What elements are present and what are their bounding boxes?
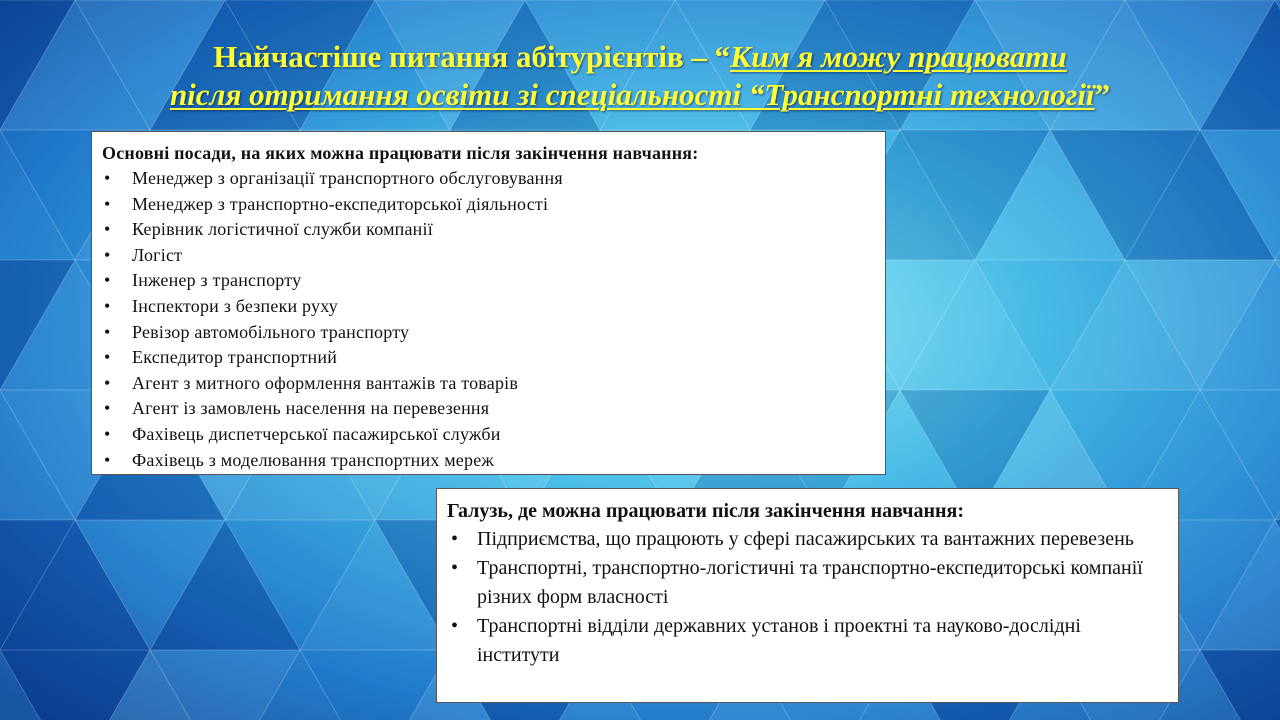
- position-text: Логіст: [132, 244, 183, 265]
- title-line-1: [0, 38, 1280, 76]
- list-item: [102, 320, 875, 346]
- bullet: •: [451, 557, 459, 579]
- list-item: [102, 371, 875, 397]
- position-text: Експедитор транспортний: [132, 347, 338, 368]
- list-item: [102, 448, 875, 474]
- industry-text: Підприємства, що працюють у сфері пасажирських та вантажних перевезень: [477, 528, 1134, 550]
- slide-title: [0, 38, 1280, 114]
- bullet: •: [451, 615, 459, 637]
- position-text: Менеджер з організації транспортного обслуговування: [132, 168, 563, 188]
- position-text: Менеджер з транспортно-експедиторської діяльності: [132, 193, 549, 214]
- bullet: •: [451, 528, 459, 550]
- bullet: •: [104, 449, 111, 470]
- bullet: •: [104, 193, 111, 214]
- positions-box: [91, 131, 886, 475]
- position-text: Фахівець диспетчерської пасажирської служби: [132, 423, 501, 444]
- title-closing-quote: ”: [1094, 77, 1111, 112]
- bullet: •: [104, 244, 111, 265]
- list-item: [102, 345, 875, 371]
- position-text: Інспектори з безпеки руху: [132, 295, 338, 316]
- position-text: Агент із замовлень населення на перевезення: [132, 398, 490, 419]
- bullet: •: [104, 168, 111, 188]
- bullet: •: [104, 347, 111, 368]
- position-text: Фахівець з моделювання транспортних мереж: [132, 449, 495, 470]
- list-item: [447, 612, 1168, 670]
- list-item: [447, 525, 1168, 554]
- list-item: [102, 192, 875, 218]
- title-question-part2: після отримання освіти зі спеціальності “Транспортні технології: [169, 77, 1095, 112]
- title-line-2: [0, 76, 1280, 114]
- list-item: [102, 243, 875, 269]
- list-item: [102, 166, 875, 192]
- bullet: •: [104, 321, 111, 342]
- positions-list: [102, 166, 875, 473]
- industries-list: [447, 525, 1168, 670]
- bullet: •: [104, 423, 111, 444]
- bullet: •: [104, 295, 111, 316]
- position-text: Інженер з транспорту: [132, 270, 302, 291]
- positions-heading: Основні посади, на яких можна працювати після закінчення навчання:: [102, 143, 699, 163]
- list-item: [102, 268, 875, 294]
- industries-box: [436, 488, 1179, 703]
- list-item: [102, 217, 875, 243]
- list-item: [102, 294, 875, 320]
- industries-heading: Галузь, де можна працювати після закінчення навчання:: [447, 500, 964, 522]
- industry-text: Транспортні відділи державних установ і проектні та науково-дослідні інститути: [477, 615, 1081, 666]
- bullet: •: [104, 270, 111, 291]
- position-text: Ревізор автомобільного транспорту: [132, 321, 410, 342]
- bullet: •: [104, 372, 111, 393]
- list-item: [447, 554, 1168, 612]
- bullet: •: [104, 398, 111, 419]
- title-prefix: Найчастіше питання абітурієнтів – “: [213, 39, 731, 74]
- position-text: Агент з митного оформлення вантажів та товарів: [132, 372, 519, 393]
- title-question-part1: Ким я можу працювати: [730, 39, 1067, 74]
- industry-text: Транспортні, транспортно-логістичні та транспортно-експедиторські компанії різних форм власності: [477, 557, 1143, 608]
- list-item: [102, 422, 875, 448]
- list-item: [102, 396, 875, 422]
- position-text: Керівник логістичної служби компанії: [132, 219, 433, 240]
- bullet: •: [104, 219, 111, 240]
